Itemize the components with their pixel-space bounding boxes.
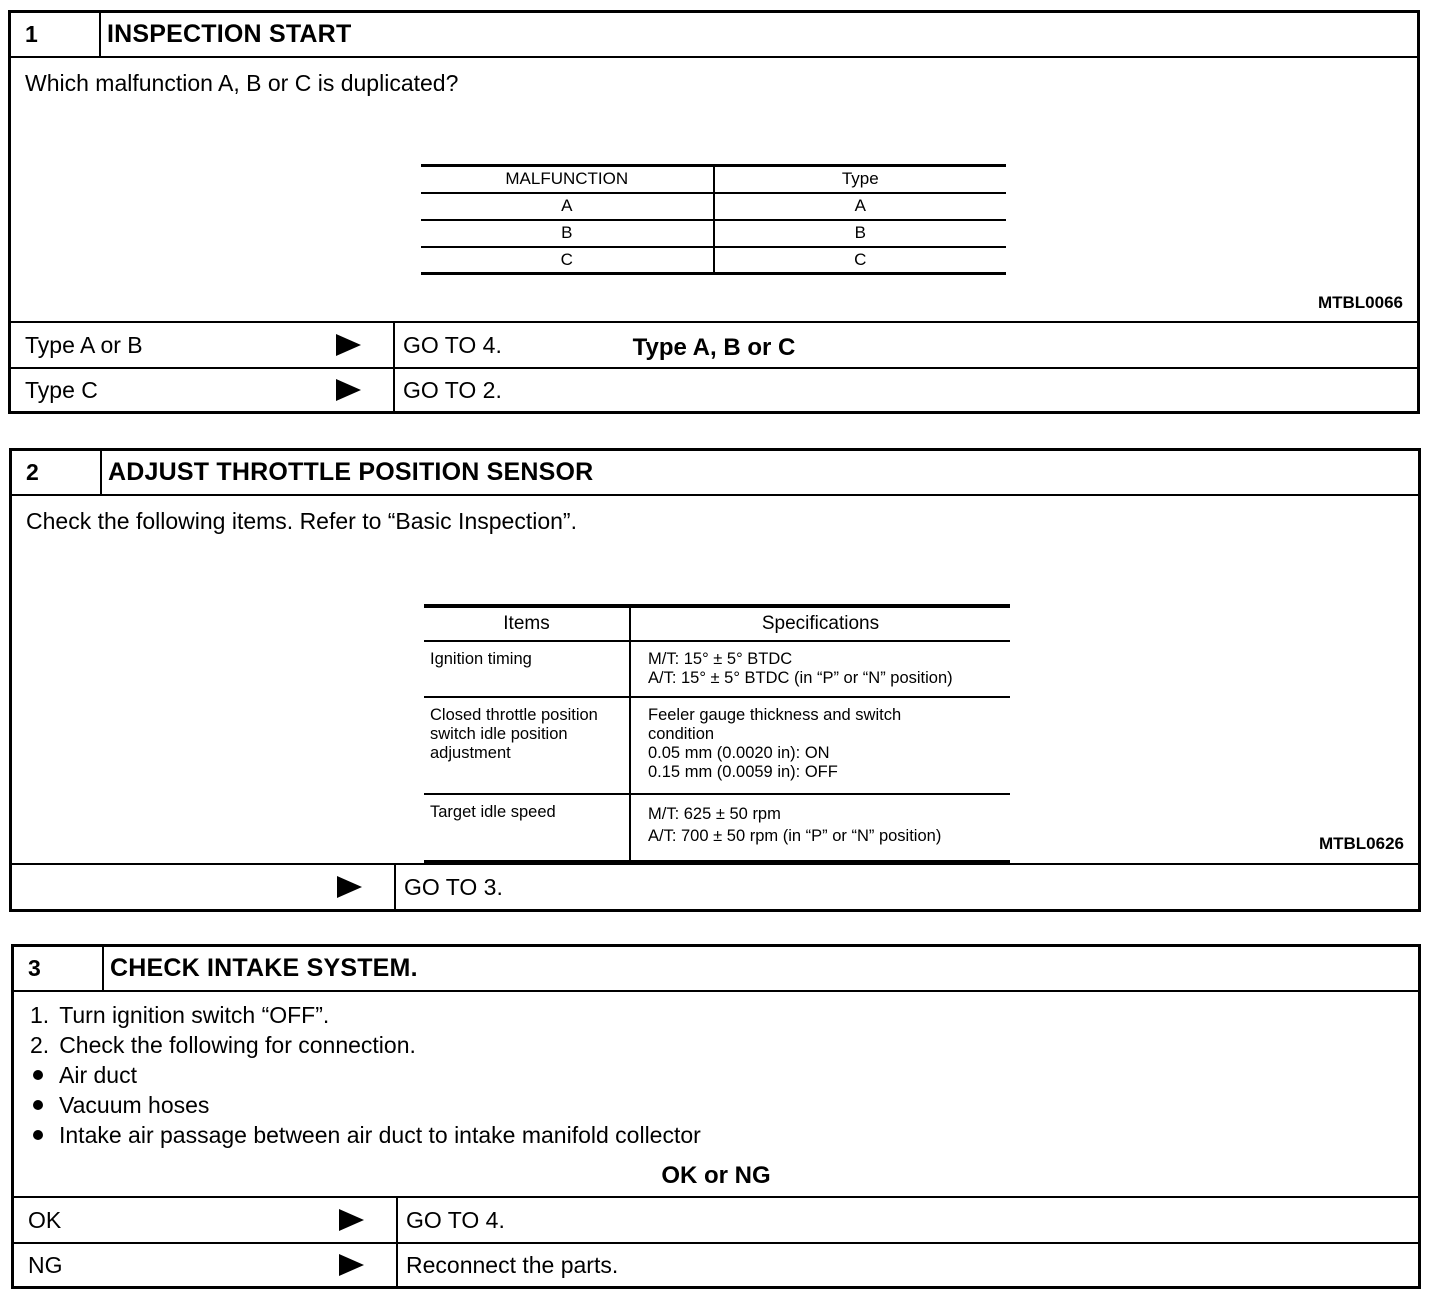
outcome-action: GO TO 2. — [403, 376, 502, 403]
bullet-icon — [33, 1130, 43, 1140]
outcome-row — [14, 1242, 1418, 1286]
specifications-table — [424, 604, 1010, 864]
list-text: Air duct — [59, 1062, 137, 1088]
table-cell: B — [714, 220, 1007, 247]
step-title: ADJUST THROTTLE POSITION SENSOR — [108, 458, 594, 486]
table-row — [421, 193, 1006, 220]
list-text: Vacuum hoses — [59, 1092, 210, 1118]
table-cell — [630, 794, 1010, 862]
table-cell: A — [714, 193, 1007, 220]
list-item — [30, 1030, 701, 1060]
table-row — [424, 641, 1010, 697]
outcome-action: GO TO 3. — [404, 873, 503, 900]
item-text: switch idle position — [430, 725, 568, 743]
table-row — [421, 247, 1006, 274]
table-header: Items — [424, 606, 630, 641]
spec-text: 0.15 mm (0.0059 in): OFF — [648, 763, 838, 781]
step-instruction: Which malfunction A, B or C is duplicated? — [25, 70, 459, 96]
malfunction-table — [421, 164, 1006, 275]
arrow-right-icon — [336, 379, 361, 401]
spec-text: condition — [648, 725, 715, 743]
list-text: Turn ignition switch “OFF”. — [59, 1002, 330, 1028]
table-header-row — [424, 606, 1010, 641]
spec-text: M/T: 625 ± 50 rpm — [648, 805, 781, 823]
list-item — [30, 1000, 701, 1030]
bullet-icon — [33, 1100, 43, 1110]
table-row — [424, 794, 1010, 862]
item-text: adjustment — [430, 744, 511, 762]
list-text: Check the following for connection. — [59, 1032, 416, 1058]
step-header — [14, 947, 1418, 992]
list-text: Intake air passage between air duct to intake manifold collector — [59, 1122, 701, 1148]
outcome-action: GO TO 4. — [403, 331, 502, 358]
item-text: Ignition timing — [430, 650, 532, 668]
step-2-box — [9, 448, 1421, 912]
list-number: 1. — [30, 1002, 50, 1028]
outcome-condition-text: Type C — [25, 376, 98, 403]
outcome-row — [12, 865, 1418, 909]
table-cell — [630, 641, 1010, 697]
outcome-row — [14, 1198, 1418, 1242]
outcome-condition — [11, 369, 395, 411]
outcome-condition — [14, 1198, 398, 1242]
table-cell: B — [421, 220, 714, 247]
step-1-box — [8, 10, 1420, 414]
outcome-row — [11, 367, 1417, 411]
step-number: 2 — [12, 451, 102, 494]
table-cell — [424, 641, 630, 697]
step-3-box — [11, 944, 1421, 1289]
table-header: Type — [714, 166, 1007, 193]
spec-text: M/T: 15° ± 5° BTDC — [648, 650, 793, 668]
bullet-icon — [33, 1070, 43, 1080]
step-header — [12, 451, 1418, 496]
spec-text: A/T: 700 ± 50 rpm (in “P” or “N” position) — [648, 827, 942, 845]
table-cell — [424, 794, 630, 862]
arrow-right-icon — [339, 1209, 364, 1231]
arrow-right-icon — [336, 334, 361, 356]
list-item — [30, 1120, 701, 1150]
table-header: Specifications — [630, 606, 1010, 641]
instruction-list — [30, 1000, 701, 1150]
arrow-right-icon — [337, 876, 362, 898]
arrow-right-icon — [339, 1254, 364, 1276]
table-header: MALFUNCTION — [421, 166, 714, 193]
table-cell: C — [854, 249, 867, 269]
list-item — [30, 1090, 701, 1120]
step-header — [11, 13, 1417, 58]
result-label: Type A, B or C — [632, 334, 796, 361]
spec-text: A/T: 15° ± 5° BTDC (in “P” or “N” position) — [648, 669, 953, 687]
result-label: OK or NG — [661, 1162, 771, 1189]
outcome-action: GO TO 4. — [406, 1206, 505, 1233]
table-cell — [630, 697, 1010, 794]
outcome-condition — [11, 323, 395, 367]
item-text: Target idle speed — [430, 803, 556, 821]
spec-text: Feeler gauge thickness and switch — [648, 706, 902, 724]
step-number: 1 — [11, 13, 101, 56]
spec-text: 0.05 mm (0.0020 in): ON — [648, 744, 830, 762]
table-row — [421, 220, 1006, 247]
table-ref-code: MTBL0066 — [1317, 293, 1403, 312]
item-text: Closed throttle position — [430, 706, 598, 724]
step-title: CHECK INTAKE SYSTEM. — [110, 954, 418, 982]
step-instruction: Check the following items. Refer to “Basic Inspection”. — [26, 508, 577, 534]
table-row — [424, 697, 1010, 794]
list-item — [30, 1060, 701, 1090]
step-number: 3 — [14, 947, 104, 990]
outcome-condition — [12, 865, 396, 909]
outcome-condition-text: NG — [28, 1251, 63, 1278]
table-header-row — [421, 166, 1006, 193]
outcome-condition-text: Type A or B — [25, 331, 143, 358]
outcome-condition-text: OK — [28, 1206, 62, 1233]
table-cell: C — [421, 247, 714, 274]
step-body — [14, 992, 1418, 1198]
table-cell: A — [421, 193, 714, 220]
table-cell — [424, 697, 630, 794]
list-number: 2. — [30, 1032, 50, 1058]
step-body — [12, 496, 1418, 865]
table-ref-code: MTBL0626 — [1318, 834, 1404, 853]
outcome-action: Reconnect the parts. — [406, 1251, 619, 1278]
outcome-condition — [14, 1244, 398, 1286]
step-title: INSPECTION START — [107, 20, 352, 48]
